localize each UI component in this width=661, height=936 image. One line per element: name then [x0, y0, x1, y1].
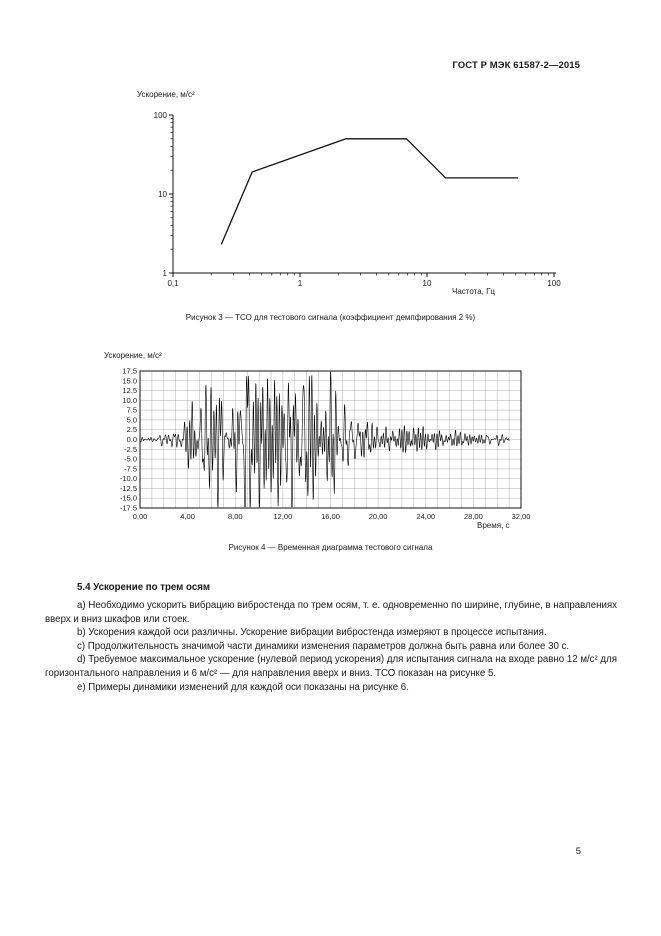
svg-text:-10.0: -10.0 [119, 474, 137, 484]
svg-text:10: 10 [422, 279, 432, 288]
figure3-caption: Рисунок 3 — ТСО для тестового сигнала (коэффициент демпфирования 2 %) [185, 313, 476, 322]
svg-text:100: 100 [547, 279, 561, 288]
paragraph-c: c) Продолжительность значимой части динамики изменения параметров должна быть равна или более 30 с. [77, 640, 570, 652]
svg-text:5.0: 5.0 [126, 415, 137, 425]
svg-text:12,00: 12,00 [273, 512, 293, 521]
svg-text:20,00: 20,00 [368, 512, 388, 521]
paragraph-a: a) Необходимо ускорить вибрацию вибростенда по трем осям, т. е. одновременно по ширине, глубине, в направлениях вверх и вниз шкафов или стоек. [45, 600, 617, 625]
svg-text:12.5: 12.5 [122, 386, 137, 396]
svg-text:-7.5: -7.5 [124, 464, 137, 474]
paragraph-e: e) Примеры динамики изменений для каждой оси показаны на рисунке 6. [77, 681, 409, 693]
svg-text:-15.0: -15.0 [119, 493, 137, 503]
figure4-caption: Рисунок 4 — Временная диаграмма тестового сигнала [228, 543, 433, 552]
svg-text:8,00: 8,00 [227, 512, 243, 521]
figure4-chart [95, 345, 545, 531]
figure3-x-axis-label: Частота, Гц [452, 287, 496, 296]
figure3-chart [100, 88, 570, 298]
svg-text:2.5: 2.5 [126, 425, 137, 435]
svg-text:7.5: 7.5 [126, 405, 137, 415]
svg-text:4,00: 4,00 [180, 512, 195, 521]
svg-text:0,1: 0,1 [167, 279, 179, 288]
svg-text:1: 1 [297, 279, 303, 288]
figure4-y-axis-label: Ускорение, м/с² [104, 351, 162, 360]
svg-text:10.0: 10.0 [122, 395, 137, 405]
section-5-4 [45, 582, 617, 694]
svg-text:15.0: 15.0 [122, 376, 137, 386]
svg-text:1: 1 [162, 269, 167, 278]
svg-text:-17.5: -17.5 [119, 503, 137, 513]
svg-text:32,00: 32,00 [511, 512, 531, 521]
page-number: 5 [575, 846, 581, 857]
svg-text:0,00: 0,00 [132, 512, 148, 521]
svg-text:-12.5: -12.5 [119, 483, 137, 493]
svg-text:16,00: 16,00 [321, 512, 340, 521]
figure3-y-axis-label: Ускорение, м/с² [137, 90, 195, 99]
svg-text:24,00: 24,00 [416, 512, 436, 521]
document-code: ГОСТ Р МЭК 61587-2—2015 [452, 60, 580, 71]
svg-text:-5.0: -5.0 [124, 454, 137, 464]
svg-text:10: 10 [158, 190, 167, 199]
svg-text:-2.5: -2.5 [124, 444, 137, 454]
figure4-x-axis-label: Время, с [477, 521, 510, 530]
paragraph-d: d) Требуемое максимальное ускорение (нулевой период ускорения) для испытания сигнала на входе равно 12 м/с² для горизонтального направления и 6 м/с² — для направления вверх и вниз. ТСО показан на рисунке 5. [45, 654, 617, 679]
paragraph-b: b) Ускорения каждой оси различны. Ускорение вибрации вибростенда измеряют в процессе испытания. [77, 627, 547, 639]
section-heading: 5.4 Ускорение по трем осям [77, 582, 211, 593]
svg-text:28,00: 28,00 [464, 512, 483, 521]
svg-text:0.0: 0.0 [126, 435, 137, 444]
svg-text:100: 100 [153, 111, 167, 120]
svg-text:17.5: 17.5 [122, 366, 137, 376]
